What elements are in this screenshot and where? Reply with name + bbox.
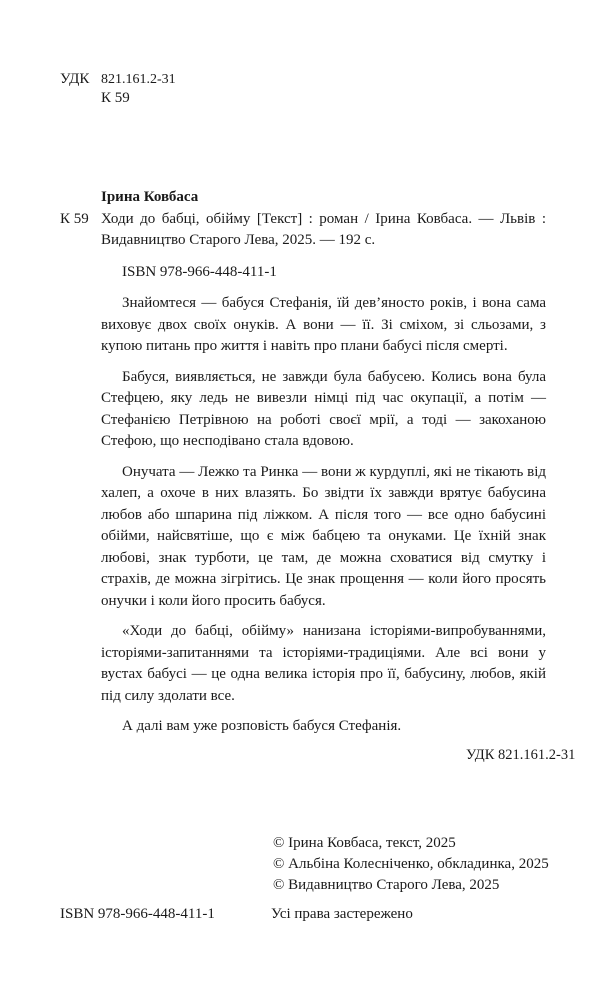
copyright-cover: © Альбіна Колесніченко, обкладинка, 2025 — [273, 856, 549, 872]
copyright-text: © Ірина Ковбаса, текст, 2025 — [273, 835, 456, 851]
annotation-paragraph: Бабуся, виявляється, не завжди була бабусею. Колись вона була Стефцею, яку ледь не вивезли німці під час окупації, а потім — Стефанією Петрівною на роботі своєї мрії, а тоді — закоханою Стефою, що несподівано стала вдовою. — [101, 368, 546, 449]
udk-label: УДК — [60, 71, 90, 87]
annotation — [101, 293, 546, 747]
copyright-notices — [273, 833, 549, 896]
annotation-paragraph: А далі вам уже розповість бабуся Стефанія. — [122, 718, 402, 734]
author-sign-margin: К 59 — [60, 211, 89, 227]
udk-footer: УДК 821.161.2-31 — [466, 747, 576, 763]
rights-reserved: Усі права застережено — [271, 906, 413, 922]
isbn-footer: ISBN 978-966-448-411-1 — [60, 906, 215, 922]
udk-code: 821.161.2-31 — [101, 72, 176, 87]
annotation-paragraph: «Ходи до бабці, обійму» нанизана історіями-випробуваннями, історіями-запитаннями та історіями-традиціями. Але всі вони у вустах бабусі — це одна велика історія про її, бабусину, любов, якій під силу здолати все. — [101, 623, 546, 704]
author-sign-code: К 59 — [101, 90, 130, 106]
isbn-entry: ISBN 978-966-448-411-1 — [122, 264, 277, 280]
copyright-publisher: © Видавництво Старого Лева, 2025 — [273, 877, 500, 893]
annotation-paragraph: Знайомтеся — бабуся Стефанія, їй дев’яносто років, і вона сама виховує двох своїх онуків. А вони — її. Зі сміхом, зі сльозами, з купою питань про життя і навіть про плани бабусі після смерті. — [101, 295, 546, 354]
annotation-paragraph: Онучата — Лежко та Ринка — вони ж курдуплі, які не тікають від халеп, а охоче в них влазять. Бо звідти їх завжди врятує бабусина любов або шпарина під ліжком. А після того — все одно бабусині обійми, найсвятіше, що є між бабцею та онуками. Це їхній знак любові, знак турботи, це там, де можна сховатися від смутку і страхів, де можна зігрітись. Це знак прощення — коли його просять онучки і коли його просить бабуся. — [101, 463, 546, 609]
author-heading: Ірина Ковбаса — [101, 189, 199, 205]
bibliographic-description: Ходи до бабці, обійму [Текст] : роман / Ірина Ковбаса. — Львів : Видавництво Старого Лева, 2025. — 192 с. — [101, 211, 546, 248]
